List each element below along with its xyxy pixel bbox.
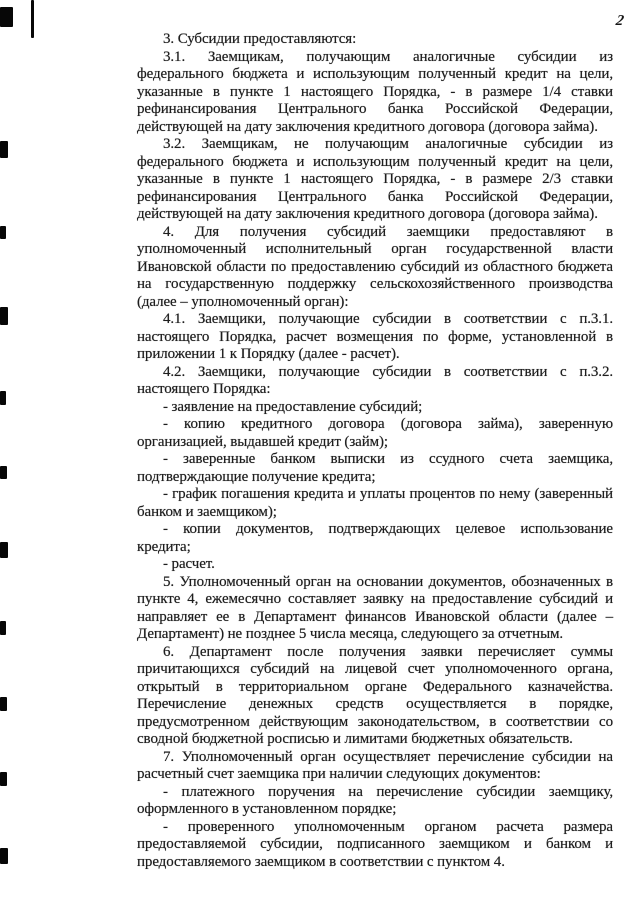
paragraph <box>137 644 613 749</box>
text-line: рефинансирования Центрального банка Российской Федерации, <box>137 101 613 117</box>
text-line: 6. Департамент после получения заявки перечисляет суммы <box>163 643 613 660</box>
paragraph <box>137 399 613 417</box>
scan-artifact-mark <box>0 141 8 158</box>
text-line: настоящего Порядка, расчет возмещения по форме, установленной в <box>137 328 613 345</box>
scan-artifact-mark <box>0 772 7 786</box>
text-line: предоставляемой субсидии, подписанного заемщиком и банком и <box>137 836 613 852</box>
text-line: кредита; <box>137 538 191 555</box>
text-line: - копии документов, подтверждающих целевое использование <box>163 521 613 537</box>
scan-artifact-line <box>31 0 34 38</box>
text-line: настоящего Порядка: <box>137 381 271 397</box>
text-line: банком и заемщиком); <box>137 503 277 520</box>
text-line: - платежного поручения на перечисление субсидии заемщику, <box>163 783 613 800</box>
paragraph <box>137 574 613 644</box>
page-number: 2 <box>614 13 625 29</box>
text-line: приложении 1 к Порядку (далее - расчет). <box>137 346 400 362</box>
text-line: причитающихся субсидий на лицевой счет уполномоченного органа, <box>137 661 613 677</box>
text-line: предоставляемого заемщиком в соответствии с пунктом 4. <box>137 853 505 870</box>
paragraph <box>137 749 613 784</box>
text-line: организацией, выдавшей кредит (займ); <box>137 433 388 450</box>
paragraph <box>137 416 613 451</box>
document-body <box>137 31 613 871</box>
text-line: подтверждающие получение кредита; <box>137 468 376 485</box>
text-line: пункте 4, ежемесячно составляет заявку на предоставление субсидий и <box>137 591 613 607</box>
text-line: - график погашения кредита и уплаты процентов по нему (заверенный <box>163 486 613 502</box>
scan-artifact-mark <box>0 542 8 558</box>
scan-artifact-mark <box>0 621 6 635</box>
text-line: указанные в пункте 1 настоящего Порядка, - в размере 2/3 ставки <box>137 171 613 187</box>
text-line: федерального бюджета и использующим полученный кредит на цели, <box>137 153 613 170</box>
text-line: - копию кредитного договора (договора займа), заверенную <box>163 416 613 432</box>
scan-artifact-mark <box>0 466 7 479</box>
paragraph <box>137 136 613 224</box>
text-line: расчетный счет заемщика при наличии следующих документов: <box>137 766 541 782</box>
text-line: 4.2. Заемщики, получающие субсидии в соответствии с п.3.2. <box>163 363 613 380</box>
paragraph <box>137 819 613 872</box>
text-line: - проверенного уполномоченным органом расчета размера <box>163 818 613 835</box>
paragraph <box>137 49 613 137</box>
paragraph <box>137 556 613 574</box>
scan-artifact-corner <box>0 7 13 27</box>
text-line: направляет ее в Департамент финансов Ивановской области (далее – <box>137 608 613 625</box>
text-line: 3.2. Заемщикам, не получающим аналогичные субсидии из <box>163 136 613 152</box>
text-line: оформленного в установленном порядке; <box>137 801 397 817</box>
text-line: - заверенные банком выписки из ссудного счета заемщика, <box>163 451 613 467</box>
text-line: - заявление на предоставление субсидий; <box>163 398 423 415</box>
text-line: указанные в пункте 1 настоящего Порядка, - в размере 1/4 ставки <box>137 83 613 100</box>
paragraph <box>137 451 613 486</box>
paragraph <box>137 224 613 312</box>
text-line: 4. Для получения субсидий заемщики предоставляют в <box>163 223 613 240</box>
text-line: предусмотренном действующим законодательством, в соответствии со <box>137 713 613 730</box>
text-line: 3. Субсидии предоставляются: <box>163 31 357 47</box>
scan-artifact-mark <box>0 307 8 325</box>
text-line: 3.1. Заемщикам, получающим аналогичные субсидии из <box>163 48 613 65</box>
text-line: действующей на дату заключения кредитного договора (договора займа). <box>137 206 598 222</box>
text-line: уполномоченный исполнительный орган государственной власти <box>137 241 613 257</box>
text-line: сводной бюджетной росписью и лимитами бюджетных обязательств. <box>137 731 573 747</box>
text-line: 7. Уполномоченный орган осуществляет перечисление субсидии на <box>163 748 613 765</box>
text-line: (далее – уполномоченный орган): <box>137 293 349 310</box>
text-line: 4.1. Заемщики, получающие субсидии в соответствии с п.3.1. <box>163 311 613 327</box>
scan-artifact-mark <box>0 697 7 711</box>
text-line: Ивановской области по предоставлению субсидий из областного бюджета <box>137 258 613 275</box>
paragraph <box>137 311 613 364</box>
scan-artifact-mark <box>0 226 6 239</box>
scan-artifact-mark <box>0 391 6 405</box>
text-line: Департамент) не позднее 5 числа месяца, следующего за отчетным. <box>137 626 564 642</box>
text-line: на государственную поддержку сельскохозяйственного производства <box>137 276 613 292</box>
paragraph <box>137 521 613 556</box>
text-line: открытый в территориальном органе Федерального казначейства. <box>137 678 613 695</box>
text-line: 5. Уполномоченный орган на основании документов, обозначенных в <box>163 573 613 590</box>
paragraph <box>137 784 613 819</box>
text-line: рефинансирования Центрального банка Российской Федерации, <box>137 188 613 205</box>
paragraph <box>137 364 613 399</box>
text-line: федерального бюджета и использующим полученный кредит на цели, <box>137 66 613 82</box>
text-line: Перечисление денежных средств осуществляется в порядке, <box>137 696 613 712</box>
text-line: - расчет. <box>163 556 215 572</box>
paragraph <box>137 486 613 521</box>
scan-artifact-mark <box>0 848 8 864</box>
paragraph <box>137 31 613 49</box>
text-line: действующей на дату заключения кредитного договора (договора займа). <box>137 118 598 135</box>
